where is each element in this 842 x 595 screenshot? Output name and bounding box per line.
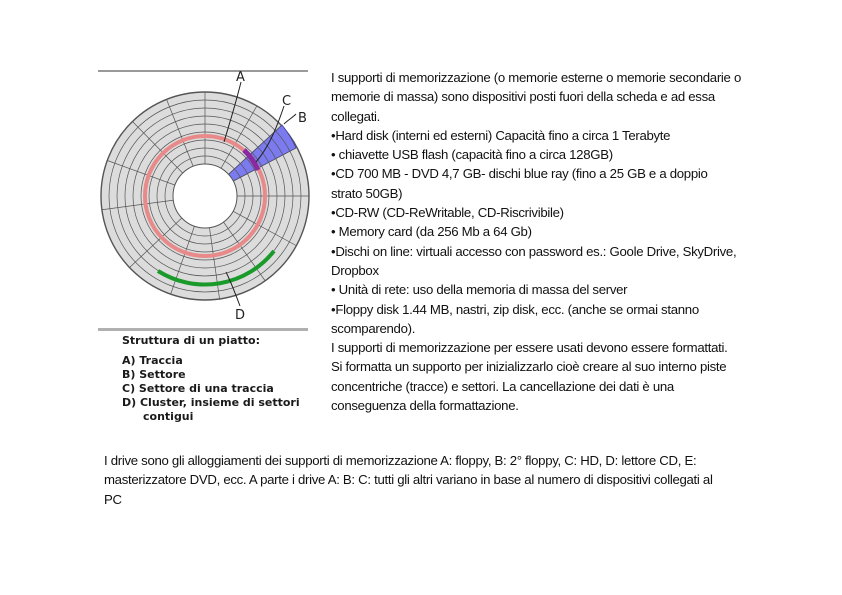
caption-title: Struttura di un piatto: (122, 334, 260, 347)
label-c: C (282, 94, 292, 109)
bullet-item: • chiavette USB flash (capacità fino a circa 128GB) (331, 147, 613, 163)
label-b: B (298, 111, 307, 126)
bullet-item: •CD 700 MB - DVD 4,7 GB- dischi blue ray (fino a 25 GB e a doppio strato 50GB) (331, 166, 708, 201)
bullet-item: • Unità di rete: uso della memoria di massa del server (331, 282, 628, 298)
caption-item: B) Settore (122, 368, 186, 381)
formatting-paragraph: I supporti di memorizzazione per essere usati devono essere formattati. Si formatta un supporto per inizializzarlo cioè creare al suo interno piste concentriche (tracce) e settori. La cancellazione dei dati è una conseguenza della formattazione. (331, 340, 728, 414)
caption-item: A) Traccia (122, 354, 183, 367)
bullet-item: •Hard disk (interni ed esterni) Capacità fino a circa 1 Terabyte (331, 127, 671, 143)
disk-platter-diagram (98, 70, 310, 328)
caption-item: contigui (143, 410, 194, 423)
label-d: D (235, 308, 246, 323)
drive-letters-text: I drive sono gli alloggiamenti dei supporti di memorizzazione A: floppy, B: 2° floppy, C: HD, D: lettore CD, E: masterizzatore DVD, ecc. A parte i drive A: B: C: tutti gli altri variano in base al numero di dispositivi collegati al PC (104, 453, 713, 507)
drive-letters-paragraph (104, 451, 724, 509)
bullet-item: •Floppy disk 1.44 MB, nastri, zip disk, ecc. (anche se ormai stanno scomparendo). (331, 301, 699, 336)
label-a: A (236, 70, 245, 85)
disk-platter-figure (98, 70, 310, 430)
main-text-column (331, 68, 741, 415)
bullet-item: • Memory card (da 256 Mb a 64 Gb) (331, 224, 532, 240)
caption-item: C) Settore di una traccia (122, 382, 274, 395)
figure-caption-rule (98, 328, 308, 331)
caption-item: D) Cluster, insieme di settori (122, 396, 300, 409)
bullet-item: •Dischi on line: virtuali accesso con password es.: Goole Drive, SkyDrive, Dropbox (331, 243, 737, 278)
bullet-item: •CD-RW (CD-ReWritable, CD-Riscrivibile) (331, 205, 564, 221)
intro-paragraph: I supporti di memorizzazione (o memorie esterne o memorie secondarie o memorie di massa) sono dispositivi posti fuori della scheda e ad essa collegati. (331, 70, 741, 124)
spindle-hole (173, 164, 237, 228)
figure-caption (122, 334, 312, 424)
